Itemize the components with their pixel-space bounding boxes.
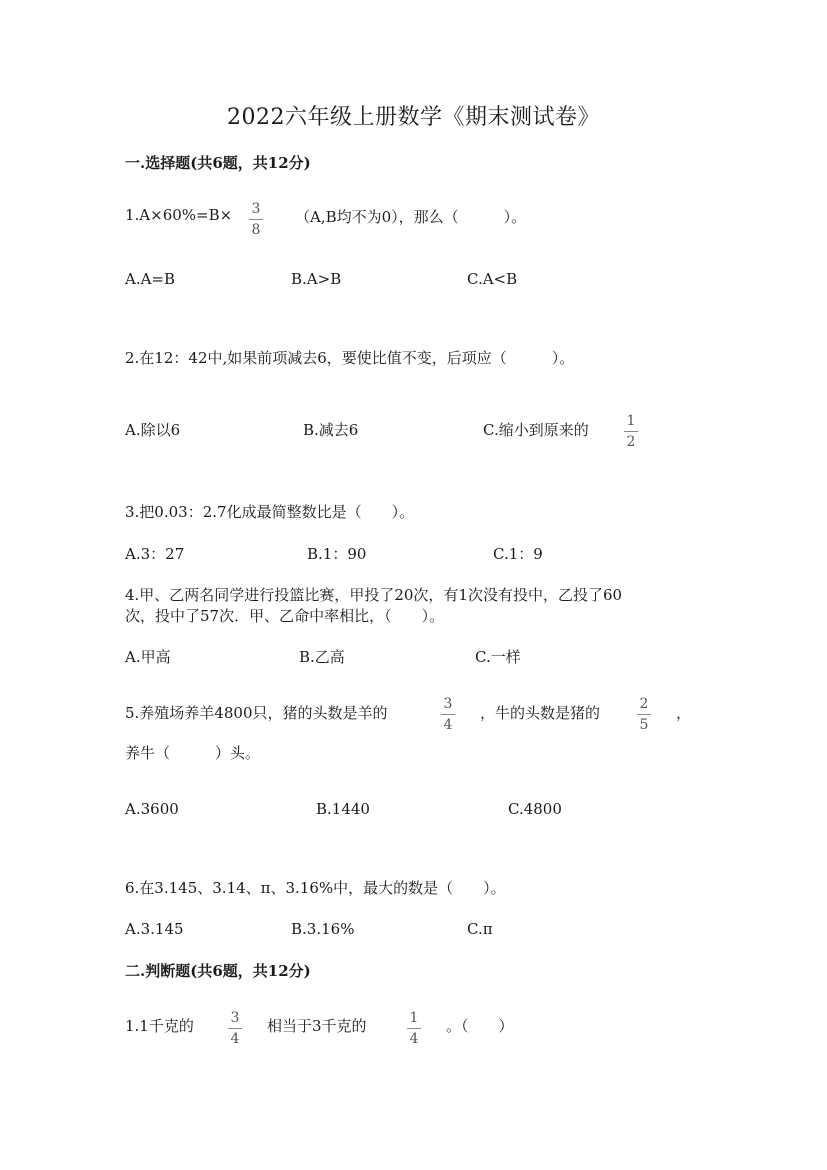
section-heading-judgement: 二.判断题(共6题，共12分) <box>125 962 311 980</box>
option-a: A.A=B <box>125 270 176 288</box>
fraction: 2 5 <box>636 696 652 733</box>
question-text: 相当于3千克的 <box>267 1017 367 1035</box>
question-text: 3.把0.03：2.7化成最简整数比是（ ）。 <box>125 503 415 521</box>
option-a: A.3.145 <box>125 920 184 938</box>
question-text: ， <box>676 704 692 722</box>
question-text: 6.在3.145、3.14、π、3.16%中，最大的数是（ ）。 <box>125 879 506 897</box>
section-heading-choice: 一.选择题(共6题，共12分) <box>125 154 311 172</box>
question-text: 5.养殖场养羊4800只，猪的头数是羊的 <box>125 704 388 722</box>
option-b: B.减去6 <box>303 421 359 439</box>
option-c: C.4800 <box>508 800 562 818</box>
option-b: B.1440 <box>316 800 370 818</box>
option-c: C.π <box>467 920 493 938</box>
option-b: B.1：90 <box>307 545 367 563</box>
option-a: A.除以6 <box>125 421 181 439</box>
question-text: 。（ ） <box>446 1017 514 1035</box>
option-c: C.1：9 <box>493 545 543 563</box>
fraction: 3 8 <box>248 201 264 238</box>
question-text: 次，投中了57次．甲、乙命中率相比，（ ）。 <box>125 607 445 625</box>
option-a: A.3：27 <box>125 545 185 563</box>
option-c: C.A<B <box>467 270 518 288</box>
page-title: 2022六年级上册数学《期末测试卷》 <box>227 105 600 130</box>
option-c: C.缩小到原来的 <box>483 421 589 439</box>
question-text: 4.甲、乙两名同学进行投篮比赛，甲投了20次，有1次没有投中，乙投了60 <box>125 586 623 604</box>
question-text: 1.A×60%=B× <box>125 206 233 224</box>
option-c: C.一样 <box>475 648 521 666</box>
fraction: 1 4 <box>406 1010 422 1047</box>
question-text: 养牛（ ）头。 <box>125 744 261 762</box>
question-text: 1.1千克的 <box>125 1017 194 1035</box>
fraction: 3 4 <box>227 1010 243 1047</box>
fraction: 3 4 <box>440 696 456 733</box>
fraction: 1 2 <box>623 413 639 450</box>
question-text: 2.在12：42中,如果前项减去6，要使比值不变，后项应（ ）。 <box>125 349 575 367</box>
question-text: ，牛的头数是猪的 <box>480 704 601 722</box>
option-b: B.乙高 <box>299 648 345 666</box>
option-b: B.3.16% <box>291 920 355 938</box>
question-text: （A,B均不为0），那么（ ）。 <box>295 208 527 226</box>
option-a: A.3600 <box>125 800 179 818</box>
option-b: B.A>B <box>291 270 342 288</box>
option-a: A.甲高 <box>125 648 171 666</box>
